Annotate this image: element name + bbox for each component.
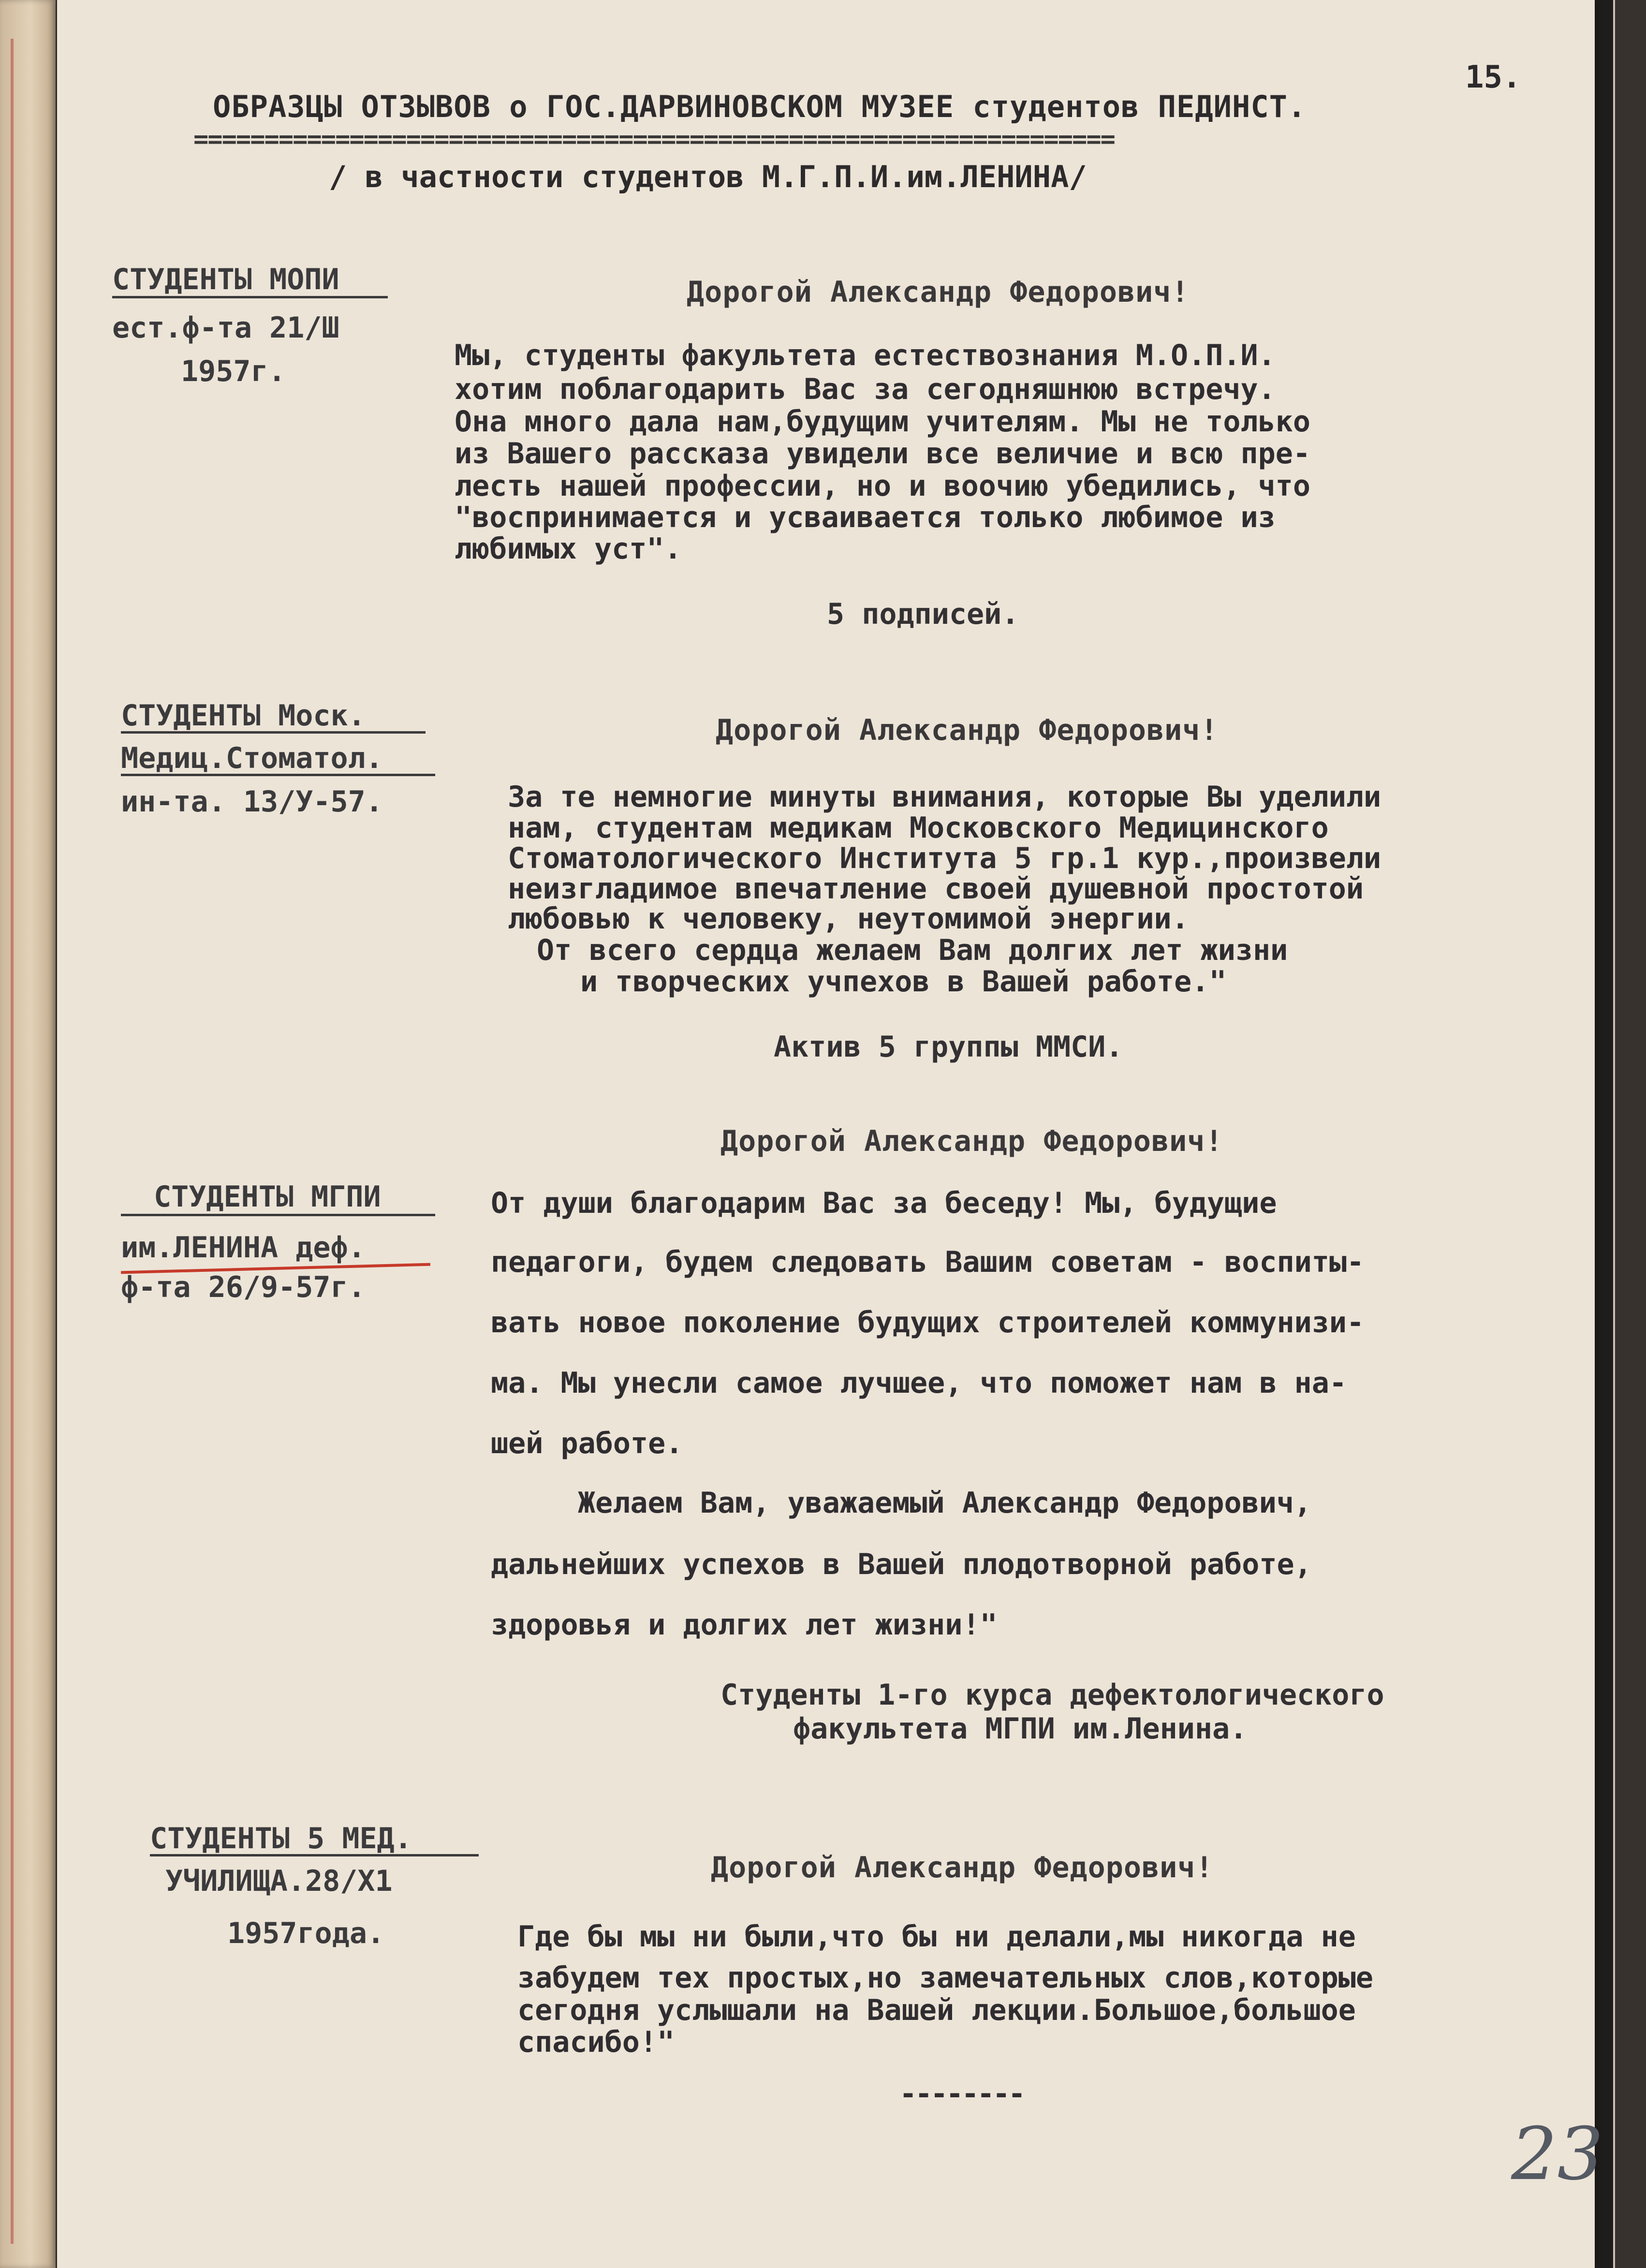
entry-3-greeting: Дорогой Александр Федорович! [720, 1124, 1223, 1158]
entry-1-body-line-5: лесть нашей профессии, но и воочию убедились, что [455, 469, 1311, 503]
entry-3-side-line-2: им.ЛЕНИНА деф. [121, 1231, 366, 1265]
entry-3-side-line-3: ф-та 26/9-57г. [121, 1270, 366, 1304]
archive-page-number: 23 [1511, 2112, 1603, 2196]
entry-3-body-line-1: От души благодарим Вас за беседу! Мы, будущие [491, 1186, 1277, 1220]
entry-1-side-line-1: СТУДЕНТЫ МОПИ [112, 263, 339, 296]
entry-2-body-line-7: и творческих учпехов в Вашей работе." [580, 965, 1227, 999]
page-number: 15. [1465, 59, 1521, 95]
entry-4-side-line-2: УЧИЛИЩА.28/Х1 [165, 1864, 393, 1898]
entry-3-body-line-4: ма. Мы унесли самое лучшее, что поможет нам в на- [491, 1366, 1347, 1400]
title-rule: ================================================================= [193, 125, 1115, 154]
entry-3-body-line-5: шей работе. [491, 1427, 683, 1460]
entry-3-body-line-7: дальнейших успехов в Вашей плодотворной работе, [491, 1547, 1312, 1581]
entry-4-body-line-2: забудем тех простых,но замечательных слов,которые [517, 1961, 1374, 1995]
entry-2-signature: Актив 5 группы ММСИ. [774, 1030, 1123, 1064]
entry-1-body-line-7: любимых уст". [455, 532, 682, 566]
entry-4-body-line-4: спасибо!" [517, 2025, 675, 2059]
entry-2-body-line-2: нам, студентам медикам Московского Медицинского [508, 811, 1329, 845]
closing-rule: -------- [899, 2077, 1024, 2111]
scan-border [1594, 0, 1613, 2268]
entry-1-side-underline [112, 296, 388, 298]
entry-1-body-line-3: Она много дала нам,будущим учителям. Мы не только [455, 405, 1311, 439]
entry-4-side-underline [150, 1854, 479, 1856]
entry-1-side-line-3: 1957г. [181, 354, 286, 388]
entry-2-side-line-1: СТУДЕНТЫ Моск. [121, 699, 366, 733]
entry-2-body-line-1: За те немногие минуты внимания, которые Вы уделили [508, 780, 1381, 814]
entry-4-side-line-3: 1957года. [227, 1916, 385, 1950]
entry-3-side-underline [121, 1214, 435, 1216]
entry-4-side-line-1: СТУДЕНТЫ 5 МЕД. [150, 1822, 412, 1856]
entry-1-side-line-2: ест.ф-та 21/Ш [112, 311, 339, 345]
entry-2-side-underline-2 [121, 774, 435, 776]
entry-2-side-underline-1 [121, 731, 426, 734]
entry-4-greeting: Дорогой Александр Федорович! [711, 1851, 1214, 1885]
entry-1-body-line-6: "воспринимается и усваивается только любимое из [455, 501, 1276, 534]
entry-4-body-line-3: сегодня услышали на Вашей лекции.Большое,большое [517, 1993, 1356, 2027]
entry-1-body-line-2: хотим поблагодарить Вас за сегодняшнюю встречу. [455, 372, 1276, 406]
entry-3-signature-line-2: факультета МГПИ им.Ленина. [793, 1712, 1248, 1746]
document-title: ОБРАЗЦЫ ОТЗЫВОВ о ГОС.ДАРВИНОВСКОМ МУЗЕЕ студентов ПЕДИНСТ. [213, 89, 1307, 124]
binding-mark [11, 39, 14, 2244]
previous-page-edge [0, 0, 56, 2268]
entry-2-body-line-4: неизгладимое впечатление своей душевной простотой [508, 872, 1364, 906]
entry-2-side-line-3: ин-та. 13/У-57. [121, 785, 383, 819]
entry-3-body-line-3: вать новое поколение будущих строителей коммунизи- [491, 1306, 1365, 1340]
entry-3-signature-line-1: Студенты 1-го курса дефектологического [720, 1678, 1384, 1712]
entry-3-body-line-6: Желаем Вам, уважаемый Александр Федорович, [578, 1486, 1312, 1520]
entry-2-body-line-6: От всего сердца желаем Вам долгих лет жизни [537, 933, 1288, 967]
entry-1-body-line-1: Мы, студенты факультета естествознания М.О.П.И. [455, 339, 1276, 372]
entry-2-side-line-2: Медиц.Стоматол. [121, 741, 383, 775]
document-subtitle: / в частности студентов М.Г.П.И.им.ЛЕНИНА/ [329, 159, 1087, 194]
entry-1-body-line-4: из Вашего рассказа увидели все величие и всю пре- [455, 437, 1311, 471]
entry-4-body-line-1: Где бы мы ни были,что бы ни делали,мы никогда не [517, 1920, 1356, 1954]
entry-2-body-line-5: любовью к человеку, неутомимой энергии. [508, 902, 1189, 936]
entry-1-greeting: Дорогой Александр Федорович! [687, 275, 1190, 309]
entry-1-signature: 5 подписей. [827, 597, 1019, 631]
entry-3-body-line-2: педагоги, будем следовать Вашим советам - воспиты- [491, 1245, 1365, 1279]
entry-3-side-line-1: СТУДЕНТЫ МГПИ [154, 1180, 381, 1214]
entry-3-body-line-8: здоровья и долгих лет жизни!" [491, 1608, 998, 1642]
entry-2-body-line-3: Стоматологического Института 5 гр.1 кур.,произвели [508, 841, 1381, 875]
entry-2-greeting: Дорогой Александр Федорович! [716, 713, 1219, 747]
